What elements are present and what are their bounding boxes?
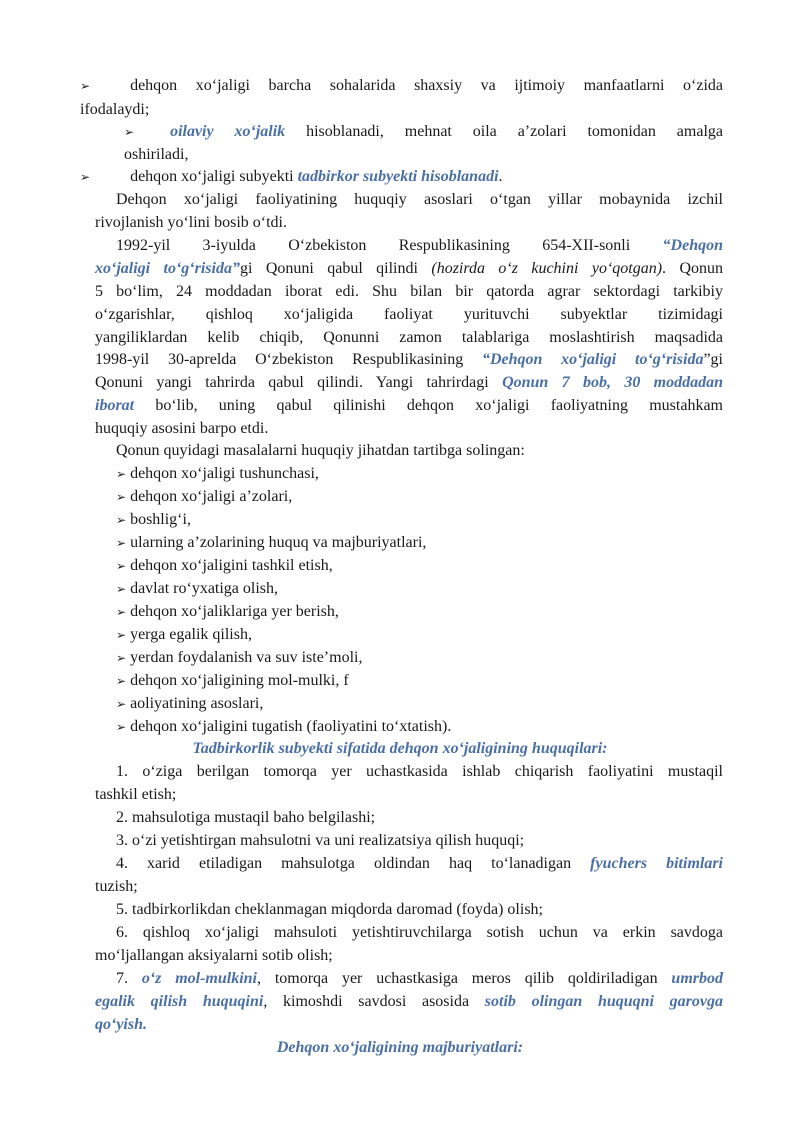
- right-4: 4. xarid etiladigan mahsulotga oldindan haq to‘lanadigan fyuchers bitimlari: [116, 855, 724, 872]
- list-item: ➢ aoliyatining asoslari,: [116, 695, 264, 712]
- arrow-bullet-icon: ➢: [116, 513, 127, 527]
- right-1: 1. o‘ziga berilgan tomorqa yer uchastkasida ishlab chiqarish faoliyatini mustaqil: [116, 763, 723, 780]
- list-item: ➢ dehqon xo‘jaligini tashkil etish,: [116, 557, 333, 574]
- para2-line9: huquqiy asosini barpo etdi.: [95, 420, 269, 437]
- intro-bullet-3: ➢ dehqon xo‘jaligi subyekti tadbirkor subyekti hisoblanadi.: [80, 168, 503, 185]
- right-6: 6. qishloq xo‘jaligi mahsuloti yetishtiruvchilarga sotish uchun va erkin savdoga: [116, 924, 723, 941]
- arrow-bullet-icon: ➢: [116, 536, 127, 550]
- para2-line1: 1992-yil 3-iyulda O‘zbekiston Respublikasining 654-XII-sonli “Dehqon: [116, 237, 723, 254]
- para2-line4: o‘zgarishlar, qishloq xo‘jaligida faoliyat yurituvchi subyektlar tizimidagi: [95, 306, 723, 323]
- right-7-cont: egalik qilish huquqini, kimoshdi savdosi asosida sotib olingan huquqni garovga: [95, 993, 724, 1010]
- arrow-bullet-icon: ➢: [116, 582, 127, 596]
- intro-bullet-2-cont: oshiriladi,: [124, 146, 189, 163]
- right-7: 7. o‘z mol-mulkini, tomorqa yer uchastkasiga meros qilib qoldiriladigan umrbod: [116, 970, 723, 987]
- list-item: ➢ dehqon xo‘jaliklariga yer berish,: [116, 603, 339, 620]
- arrow-bullet-icon: ➢: [116, 559, 127, 573]
- para2-line6: 1998-yil 30-aprelda O‘zbekiston Respublikasining “Dehqon xo‘jaligi to‘g‘risida”gi: [95, 351, 723, 368]
- list-intro: Qonun quyidagi masalalarni huquqiy jihatdan tartibga solingan:: [116, 442, 525, 459]
- arrow-bullet-icon: ➢: [116, 467, 127, 481]
- arrow-bullet-icon: ➢: [80, 170, 91, 184]
- bullet-text: dehqon xo‘jaligi subyekti: [130, 168, 298, 185]
- arrow-bullet-icon: ➢: [116, 490, 127, 504]
- para2-line2: xo‘jaligi to‘g‘risida”gi Qonuni qabul qilindi (hozirda o‘z kuchini yo‘qotgan). Qonun: [95, 260, 724, 277]
- highlight-term: tadbirkor subyekti hisoblanadi: [297, 168, 499, 185]
- right-1-cont: tashkil etish;: [95, 786, 177, 803]
- section-heading-rights: Tadbirkorlik subyekti sifatida dehqon xo‘jaligining huquqilari:: [192, 740, 608, 757]
- right-2: 2. mahsulotiga mustaqil baho belgilashi;: [116, 809, 376, 826]
- list-item: ➢ dehqon xo‘jaligi tushunchasi,: [116, 465, 319, 482]
- arrow-bullet-icon: ➢: [80, 79, 91, 93]
- right-4-cont: tuzish;: [95, 878, 138, 895]
- list-item: ➢ boshlig‘i,: [116, 511, 191, 528]
- right-5: 5. tadbirkorlikdan cheklanmagan miqdorda daromad (foyda) olish;: [116, 901, 543, 918]
- arrow-bullet-icon: ➢: [116, 605, 127, 619]
- para1-line2: rivojlanish yo‘lini bosib o‘tdi.: [95, 214, 287, 231]
- para2-line3: 5 bo‘lim, 24 moddadan iborat edi. Shu bilan bir qatorda agrar sektordagi tarkibiy: [95, 283, 723, 300]
- list-item: ➢ yerdan foydalanish va suv iste’moli,: [116, 649, 363, 666]
- right-6-cont: mo‘ljallangan aksiyalarni sotib olish;: [95, 947, 333, 964]
- para2-line5: yangiliklardan kelib chiqib, Qonunni zamon talablariga moslashtirish maqsadida: [95, 329, 723, 346]
- arrow-bullet-icon: ➢: [124, 125, 135, 139]
- list-item: ➢ yerga egalik qilish,: [116, 626, 252, 643]
- arrow-bullet-icon: ➢: [116, 651, 127, 665]
- arrow-bullet-icon: ➢: [116, 674, 127, 688]
- intro-bullet-2: [124, 122, 723, 142]
- list-item: ➢ ularning a’zolarining huquq va majburiyatlari,: [116, 534, 427, 551]
- list-item: ➢ dehqon xo‘jaligini tugatish (faoliyatini to‘xtatish).: [116, 718, 452, 735]
- intro-bullet-1-cont: ifodalaydi;: [80, 101, 150, 118]
- right-7-cont2: qo‘yish.: [95, 1016, 147, 1033]
- para2-line8: iborat bo‘lib, uning qabul qilinishi dehqon xo‘jaligi faoliyatning mustahkam: [95, 397, 723, 414]
- bullet-text: dehqon xo‘jaligi barcha sohalarida shaxsiy va ijtimoiy manfaatlarni o‘zida: [130, 77, 723, 94]
- section-heading-obligations: Dehqon xo‘jaligining majburiyatlari:: [276, 1039, 524, 1056]
- list-item: ➢ dehqon xo‘jaligi a’zolari,: [116, 488, 293, 505]
- right-3: 3. o‘zi yetishtirgan mahsulotni va uni realizatsiya qilish huquqi;: [116, 832, 525, 849]
- arrow-bullet-icon: ➢: [116, 628, 127, 642]
- highlight-term: oilaviy xo‘jalik: [170, 123, 286, 140]
- arrow-bullet-icon: ➢: [116, 697, 127, 711]
- list-item: ➢ dehqon xo‘jaligining mol-mulki, f: [116, 672, 349, 689]
- para2-line7: Qonuni yangi tahrirda qabul qilindi. Yangi tahrirdagi Qonun 7 bob, 30 moddadan: [95, 374, 724, 391]
- para1-line1: Dehqon xo‘jaligi faoliyatining huquqiy asoslari o‘tgan yillar mobaynida izchil: [116, 191, 723, 208]
- list-item: ➢ davlat ro‘yxatiga olish,: [116, 580, 279, 597]
- bullet-text: hisoblanadi, mehnat oila a’zolari tomonidan amalga: [285, 123, 724, 140]
- arrow-bullet-icon: ➢: [116, 720, 127, 734]
- intro-bullet-1: [80, 76, 723, 96]
